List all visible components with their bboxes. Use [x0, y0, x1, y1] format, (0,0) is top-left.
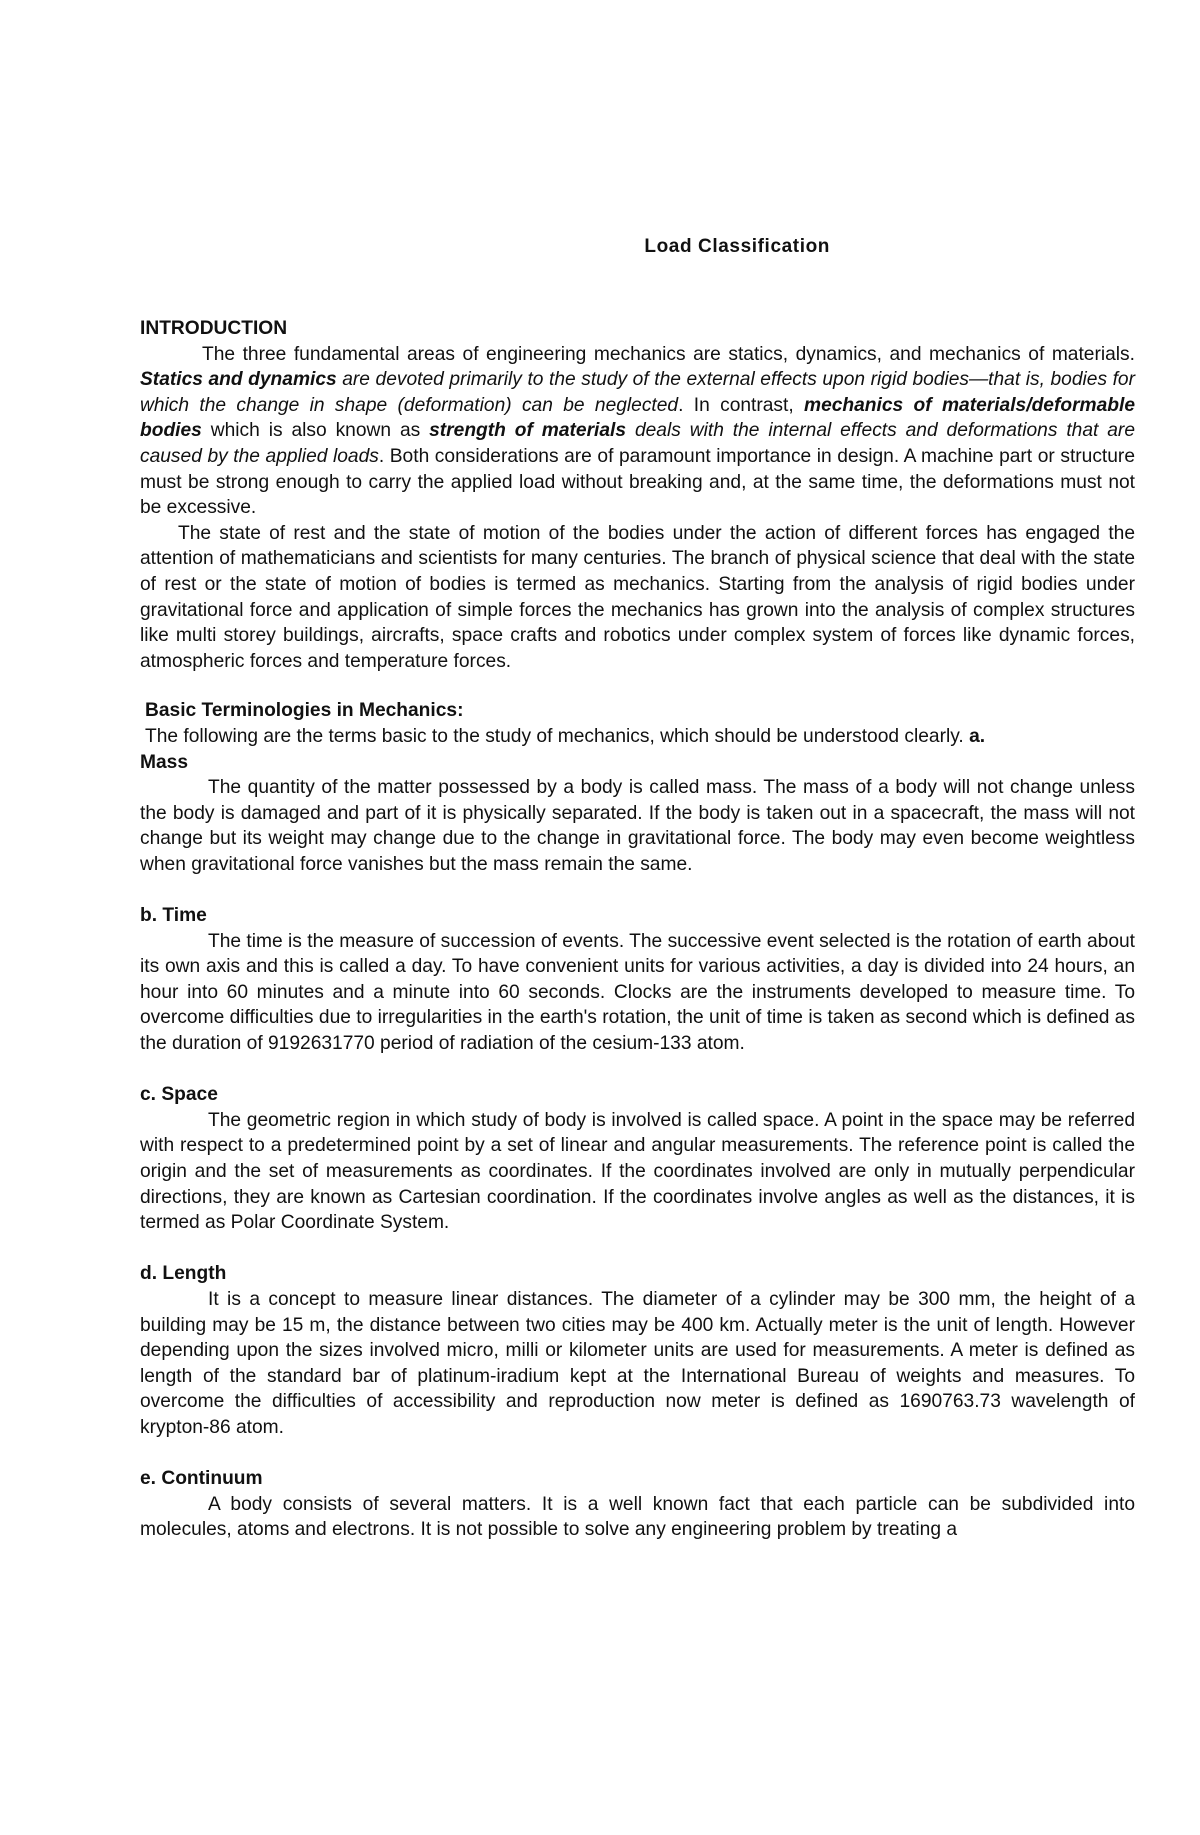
intro-paragraph-2: The state of rest and the state of motion of the bodies under the action of different forces has engaged the attention of mathematicians and scientists for many centuries. The branch of physical science that deal with the state of rest or the state of motion of bodies is termed as mechanics. Starting from the analysis of rigid bodies under gravitational force and application of simple forces the mechanics has grown into the analysis of complex structures like multi storey buildings, aircrafts, space crafts and robotics under complex system of forces like dynamic forces, atmospheric forces and temperature forces.	[140, 522, 1135, 672]
intro-p1-text-9: . Both considerations are of paramount importance in design. A machine part or structure must be strong enough to carry the applied load without breaking and, at the same time, the deformations must not be excessive.	[140, 445, 1135, 519]
intro-p1-text-1: The three fundamental areas of engineering mechanics are statics, dynamics, and mechanics of materials.	[202, 343, 1135, 365]
space-heading: c. Space	[140, 1084, 218, 1106]
space-paragraph: The geometric region in which study of body is involved is called space. A point in the space may be referred with respect to a predetermined point by a set of linear and angular measurements. The reference point is called the origin and the set of measurements as coordinates. If the coordinates involved are only in mutually perpendicular directions, they are known as Cartesian coordination. If the coordinates involve angles as well as the distances, it is termed as Polar Coordinate System.	[140, 1109, 1135, 1234]
basic-terminologies-heading: Basic Terminologies in Mechanics:	[145, 700, 464, 722]
length-heading: d. Length	[140, 1263, 227, 1285]
time-paragraph: The time is the measure of succession of events. The successive event selected is the rotation of earth about its own axis and this is called a day. To have convenient units for various activities, a day is divided into 24 hours, an hour into 60 minutes and a minute into 60 seconds. Clocks are the instruments developed to measure time. To overcome difficulties due to irregularities in the earth's rotation, the unit of time is taken as second which is defined as the duration of 9192631770 period of radiation of the cesium-133 atom.	[140, 930, 1135, 1055]
mass-paragraph: The quantity of the matter possessed by a body is called mass. The mass of a body will not change unless the body is damaged and part of it is physically separated. If the body is taken out in a spacecraft, the mass will not change but its weight may change due to the change in gravitational force. The body may even become weightless when gravitational force vanishes but the mass remain the same.	[140, 777, 1135, 875]
intro-p1-text-8: deals with the internal effects and deformations that are caused by the applied loads	[140, 420, 1135, 467]
mass-heading: Mass	[140, 751, 188, 773]
continuum-paragraph: A body consists of several matters. It is a well known fact that each particle can be subdivided into molecules, atoms and electrons. It is not possible to solve any engineering problem by treating a	[140, 1493, 1135, 1541]
introduction-heading: INTRODUCTION	[140, 318, 288, 339]
intro-p1-text-6: which is also known as	[201, 420, 430, 442]
section-a-marker: a.	[969, 725, 986, 747]
strength-of-materials-term: strength of materials	[429, 420, 627, 442]
statics-dynamics-term: Statics and dynamics	[140, 369, 337, 391]
intro-p1-text-4: . In contrast,	[678, 394, 805, 416]
intro-p1-text-3: are devoted primarily to the study of the external effects upon rigid bodies—that is, bodies for which the change in shape (deformation) can be neglected	[140, 369, 1135, 416]
intro-paragraph-1	[140, 342, 1135, 521]
basic-lead-text: The following are the terms basic to the study of mechanics, which should be understood clearly.	[145, 725, 970, 747]
length-paragraph: It is a concept to measure linear distances. The diameter of a cylinder may be 300 mm, the height of a building may be 15 m, the distance between two cities may be 400 km. Actually meter is the unit of length. However depending upon the sizes involved micro, milli or kilometer units are used for measurements. A meter is defined as length of the standard bar of platinum-iradium kept at the International Bureau of weights and measures. To overcome the difficulties of accessibility and reproduction now meter is defined as 1690763.73 wavelength of krypton-86 atom.	[140, 1288, 1135, 1438]
mechanics-of-materials-term: mechanics of materials/deformable bodies	[140, 394, 1135, 442]
continuum-heading: e. Continuum	[140, 1468, 263, 1490]
document-title: Load Classification	[644, 236, 830, 257]
basic-terminologies-lead	[140, 724, 1135, 750]
time-heading: b. Time	[140, 905, 207, 927]
document-body	[140, 316, 1135, 1543]
